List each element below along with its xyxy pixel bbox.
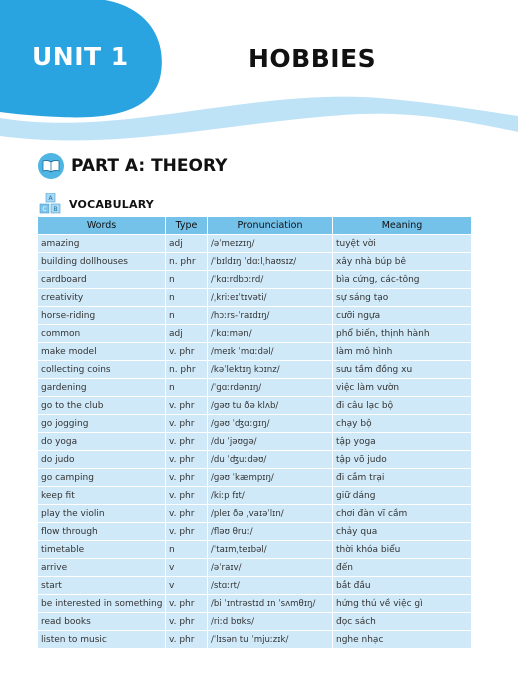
table-row xyxy=(38,541,472,559)
pronunciation-cell: /kəˈlektɪŋ kɔɪnz/ xyxy=(208,361,333,379)
meaning-cell: giữ dáng xyxy=(333,487,472,505)
meaning-cell: bìa cứng, các-tông xyxy=(333,271,472,289)
meaning-cell: sự sáng tạo xyxy=(333,289,472,307)
type-cell: v. phr xyxy=(166,631,208,649)
vocabulary-table xyxy=(37,216,472,649)
table-row xyxy=(38,469,472,487)
table-row xyxy=(38,595,472,613)
meaning-cell: chảy qua xyxy=(333,523,472,541)
pronunciation-cell: /bi ˈɪntrəstɪd ɪn ˈsʌmθɪŋ/ xyxy=(208,595,333,613)
word-cell: keep fit xyxy=(38,487,166,505)
word-cell: collecting coins xyxy=(38,361,166,379)
svg-text:C: C xyxy=(42,206,47,213)
abc-blocks-icon xyxy=(38,193,64,215)
word-cell: be interested in something xyxy=(38,595,166,613)
pronunciation-cell: /stɑːrt/ xyxy=(208,577,333,595)
word-cell: start xyxy=(38,577,166,595)
pronunciation-cell: /du ˈjəʊɡə/ xyxy=(208,433,333,451)
unit-title: HOBBIES xyxy=(248,44,377,73)
meaning-cell: chơi đàn vĩ cầm xyxy=(333,505,472,523)
pronunciation-cell: /ˈbɪldɪŋ ˈdɑːlˌhaʊsɪz/ xyxy=(208,253,333,271)
pronunciation-cell: /ˌkriːeɪˈtɪvəti/ xyxy=(208,289,333,307)
meaning-cell: hứng thú về việc gì xyxy=(333,595,472,613)
word-cell: play the violin xyxy=(38,505,166,523)
table-row xyxy=(38,343,472,361)
meaning-cell: thời khóa biểu xyxy=(333,541,472,559)
meaning-cell: đi cắm trại xyxy=(333,469,472,487)
meaning-cell: sưu tầm đồng xu xyxy=(333,361,472,379)
table-row xyxy=(38,325,472,343)
type-cell: v. phr xyxy=(166,469,208,487)
table-row xyxy=(38,505,472,523)
meaning-cell: tập yoga xyxy=(333,433,472,451)
table-row xyxy=(38,361,472,379)
meaning-cell: làm mô hình xyxy=(333,343,472,361)
column-header-meaning: Meaning xyxy=(333,217,472,235)
pronunciation-cell: /ɡəʊ ˈʤɑːɡɪŋ/ xyxy=(208,415,333,433)
pronunciation-cell: /du ˈʤuːdəʊ/ xyxy=(208,451,333,469)
column-header-type: Type xyxy=(166,217,208,235)
type-cell: v xyxy=(166,577,208,595)
type-cell: v. phr xyxy=(166,505,208,523)
type-cell: n. phr xyxy=(166,361,208,379)
type-cell: v. phr xyxy=(166,523,208,541)
type-cell: adj xyxy=(166,325,208,343)
pronunciation-cell: /ˈɡɑːrdənɪŋ/ xyxy=(208,379,333,397)
table-row xyxy=(38,613,472,631)
meaning-cell: nghe nhạc xyxy=(333,631,472,649)
table-row xyxy=(38,397,472,415)
column-header-words: Words xyxy=(38,217,166,235)
type-cell: v. phr xyxy=(166,415,208,433)
type-cell: v. phr xyxy=(166,487,208,505)
table-row xyxy=(38,451,472,469)
meaning-cell: tập võ judo xyxy=(333,451,472,469)
word-cell: building dollhouses xyxy=(38,253,166,271)
unit-label: UNIT 1 xyxy=(32,42,129,71)
word-cell: horse-riding xyxy=(38,307,166,325)
svg-text:B: B xyxy=(53,206,58,213)
table-row xyxy=(38,307,472,325)
meaning-cell: đọc sách xyxy=(333,613,472,631)
type-cell: v xyxy=(166,559,208,577)
header-wave-graphic xyxy=(0,0,518,150)
word-cell: read books xyxy=(38,613,166,631)
word-cell: go to the club xyxy=(38,397,166,415)
table-row xyxy=(38,631,472,649)
meaning-cell: việc làm vườn xyxy=(333,379,472,397)
pronunciation-cell: /ˈtaɪmˌteɪbəl/ xyxy=(208,541,333,559)
type-cell: n xyxy=(166,307,208,325)
pronunciation-cell: /hɔːrs-ˈraɪdɪŋ/ xyxy=(208,307,333,325)
open-book-icon xyxy=(38,153,64,179)
type-cell: v. phr xyxy=(166,595,208,613)
vocabulary-heading xyxy=(38,193,154,215)
word-cell: make model xyxy=(38,343,166,361)
word-cell: go camping xyxy=(38,469,166,487)
type-cell: v. phr xyxy=(166,451,208,469)
word-cell: flow through xyxy=(38,523,166,541)
meaning-cell: bắt đầu xyxy=(333,577,472,595)
table-row xyxy=(38,433,472,451)
table-row xyxy=(38,379,472,397)
pronunciation-cell: /kiːp fɪt/ xyxy=(208,487,333,505)
word-cell: arrive xyxy=(38,559,166,577)
pronunciation-cell: /fləʊ θruː/ xyxy=(208,523,333,541)
type-cell: v. phr xyxy=(166,343,208,361)
type-cell: v. phr xyxy=(166,397,208,415)
meaning-cell: đi câu lạc bộ xyxy=(333,397,472,415)
pronunciation-cell: /ˈkɑːmən/ xyxy=(208,325,333,343)
part-heading xyxy=(38,152,227,180)
table-row xyxy=(38,235,472,253)
table-row xyxy=(38,271,472,289)
unit-header xyxy=(0,0,518,150)
column-header-pronunciation: Pronunciation xyxy=(208,217,333,235)
meaning-cell: đến xyxy=(333,559,472,577)
pronunciation-cell: /pleɪ ðə ˌvaɪəˈlɪn/ xyxy=(208,505,333,523)
type-cell: v. phr xyxy=(166,433,208,451)
table-row xyxy=(38,559,472,577)
type-cell: n. phr xyxy=(166,253,208,271)
type-cell: adj xyxy=(166,235,208,253)
pronunciation-cell: /riːd bʊks/ xyxy=(208,613,333,631)
table-row xyxy=(38,289,472,307)
meaning-cell: chạy bộ xyxy=(333,415,472,433)
meaning-cell: cưỡi ngựa xyxy=(333,307,472,325)
type-cell: n xyxy=(166,271,208,289)
pronunciation-cell: /ɡəʊ ˈkæmpɪŋ/ xyxy=(208,469,333,487)
word-cell: common xyxy=(38,325,166,343)
word-cell: timetable xyxy=(38,541,166,559)
table-row xyxy=(38,253,472,271)
vocabulary-title: VOCABULARY xyxy=(69,197,154,211)
word-cell: go jogging xyxy=(38,415,166,433)
word-cell: creativity xyxy=(38,289,166,307)
pronunciation-cell: /ˈkɑːrdbɔːrd/ xyxy=(208,271,333,289)
pronunciation-cell: /əˈmeɪzɪŋ/ xyxy=(208,235,333,253)
table-row xyxy=(38,577,472,595)
pronunciation-cell: /ˈlɪsən tu ˈmjuːzɪk/ xyxy=(208,631,333,649)
type-cell: n xyxy=(166,379,208,397)
word-cell: do judo xyxy=(38,451,166,469)
meaning-cell: xây nhà búp bê xyxy=(333,253,472,271)
table-row xyxy=(38,415,472,433)
meaning-cell: tuyệt vời xyxy=(333,235,472,253)
word-cell: cardboard xyxy=(38,271,166,289)
meaning-cell: phổ biến, thịnh hành xyxy=(333,325,472,343)
word-cell: gardening xyxy=(38,379,166,397)
table-row xyxy=(38,523,472,541)
type-cell: n xyxy=(166,541,208,559)
pronunciation-cell: /ɡəʊ tu ðə klʌb/ xyxy=(208,397,333,415)
type-cell: n xyxy=(166,289,208,307)
word-cell: amazing xyxy=(38,235,166,253)
table-row xyxy=(38,487,472,505)
pronunciation-cell: /əˈraɪv/ xyxy=(208,559,333,577)
svg-text:A: A xyxy=(48,195,53,202)
word-cell: listen to music xyxy=(38,631,166,649)
pronunciation-cell: /meɪk ˈmɑːdəl/ xyxy=(208,343,333,361)
word-cell: do yoga xyxy=(38,433,166,451)
type-cell: v. phr xyxy=(166,613,208,631)
part-title: PART A: THEORY xyxy=(71,156,228,176)
table-header-row xyxy=(38,217,472,235)
